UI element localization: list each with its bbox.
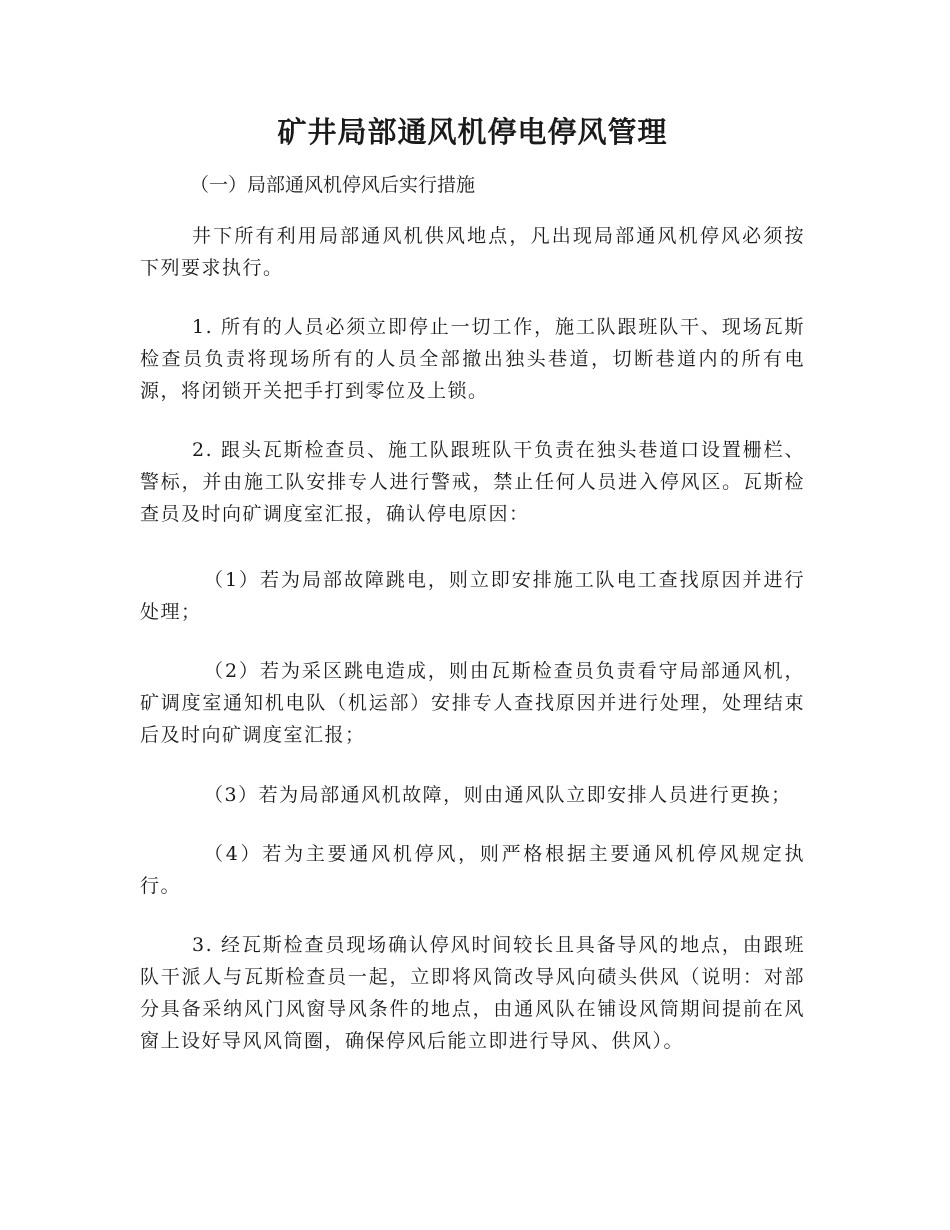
paragraph-item-2: 2. 跟头瓦斯检查员、施工队跟班队干负责在独头巷道口设置栅栏、警标，并由施工队安排专人进行警戒，禁止任何人员进入停风区。瓦斯检查员及时向矿调度室汇报，确认停电原因： <box>140 439 805 525</box>
paragraph-sub-3: （3）若为局部通风机故障，则由通风队立即安排人员进行更换； <box>204 784 792 806</box>
paragraph-sub-1: （1）若为局部故障跳电，则立即安排施工队电工查找原因并进行处理； <box>140 569 805 623</box>
paragraph-intro: 井下所有利用局部通风机供风地点，凡出现局部通风机停风必须按下列要求执行。 <box>140 225 805 279</box>
section-heading: （一）局部通风机停风后实行措施 <box>190 174 476 196</box>
paragraph-item-1: 1. 所有的人员必须立即停止一切工作，施工队跟班队干、现场瓦斯检查员负责将现场所有的人员全部撤出独头巷道，切断巷道内的所有电源，将闭锁开关把手打到零位及上锁。 <box>140 316 805 402</box>
paragraph-item-3: 3. 经瓦斯检查员现场确认停风时间较长且具备导风的地点，由跟班队干派人与瓦斯检查员一起，立即将风筒改导风向碛头供风（说明：对部分具备采纳风门风窗导风条件的地点，由通风队在铺设风筒期间提前在风窗上设好导风风筒圈，确保停风后能立即进行导风、供风）。 <box>140 934 805 1052</box>
document-title: 矿井局部通风机停电停风管理 <box>277 115 668 149</box>
paragraph-sub-2: （2）若为采区跳电造成，则由瓦斯检查员负责看守局部通风机，矿调度室通知机电队（机运部）安排专人查找原因并进行处理，处理结束后及时向矿调度室汇报； <box>140 660 805 746</box>
paragraph-sub-4: （4）若为主要通风机停风，则严格根据主要通风机停风规定执行。 <box>140 843 805 897</box>
